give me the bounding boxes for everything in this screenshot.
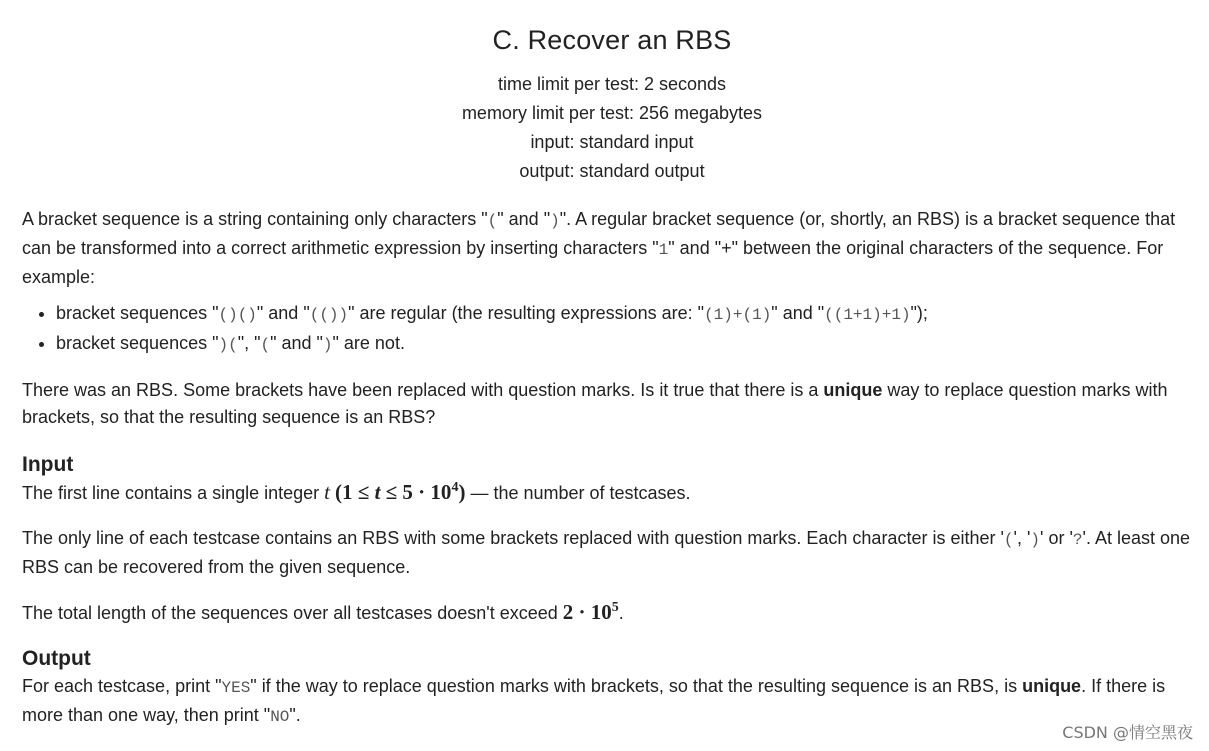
input-heading: Input [22,453,74,476]
output-heading: Output [22,647,91,670]
list-item: • bracket sequences ")(", "(" and ")" are not. [56,329,1202,359]
watermark: CSDN @情空黑夜 [1062,723,1193,742]
time-limit: time limit per test: 2 seconds [497,74,727,94]
statement-paragraph-1: A bracket sequence is a string containing only characters "(" and ")". A regular bracket sequence (or, shortly, an RBS) is a bracket sequence that can be transformed into a correct arithmetic expression by inserting characters "1" and "+" between the original characters of the sequence. For example: [22,209,1176,287]
input-paragraph-1: The first line contains a single integer t $(1 \le t \le 5 \cdot 10^4)$ — the number of testcases. [22,480,691,504]
input-spec: input: standard input [530,132,694,152]
problem-title: C. Recover an RBS [492,25,732,55]
input-paragraph-3: The total length of the sequences over all testcases doesn't exceed $2 \cdot 10^5$. [22,600,624,624]
memory-limit: memory limit per test: 256 megabytes [461,103,763,123]
limits-block [22,70,1202,186]
problem-statement [22,22,1202,731]
list-item: • bracket sequences "()()" and "(())" are regular (the resulting expressions are: "(1)+(1)" and "((1+1)+1)"); [56,299,1202,329]
output-spec: output: standard output [519,161,705,181]
input-paragraph-2: The only line of each testcase contains an RBS with some brackets replaced with question marks. Each character is either '(', ')' or '?'. At least one RBS can be recovered from the given sequence. [22,528,1191,577]
examples-list [22,299,1202,359]
statement-paragraph-2: There was an RBS. Some brackets have been replaced with question marks. Is it true that there is a unique way to replace question marks with brackets, so that the resulting sequence is an RBS? [22,380,1168,427]
output-paragraph-1: For each testcase, print "YES" if the way to replace question marks with brackets, so that the resulting sequence is an RBS, is unique. If there is more than one way, then print "NO". [22,676,1166,726]
